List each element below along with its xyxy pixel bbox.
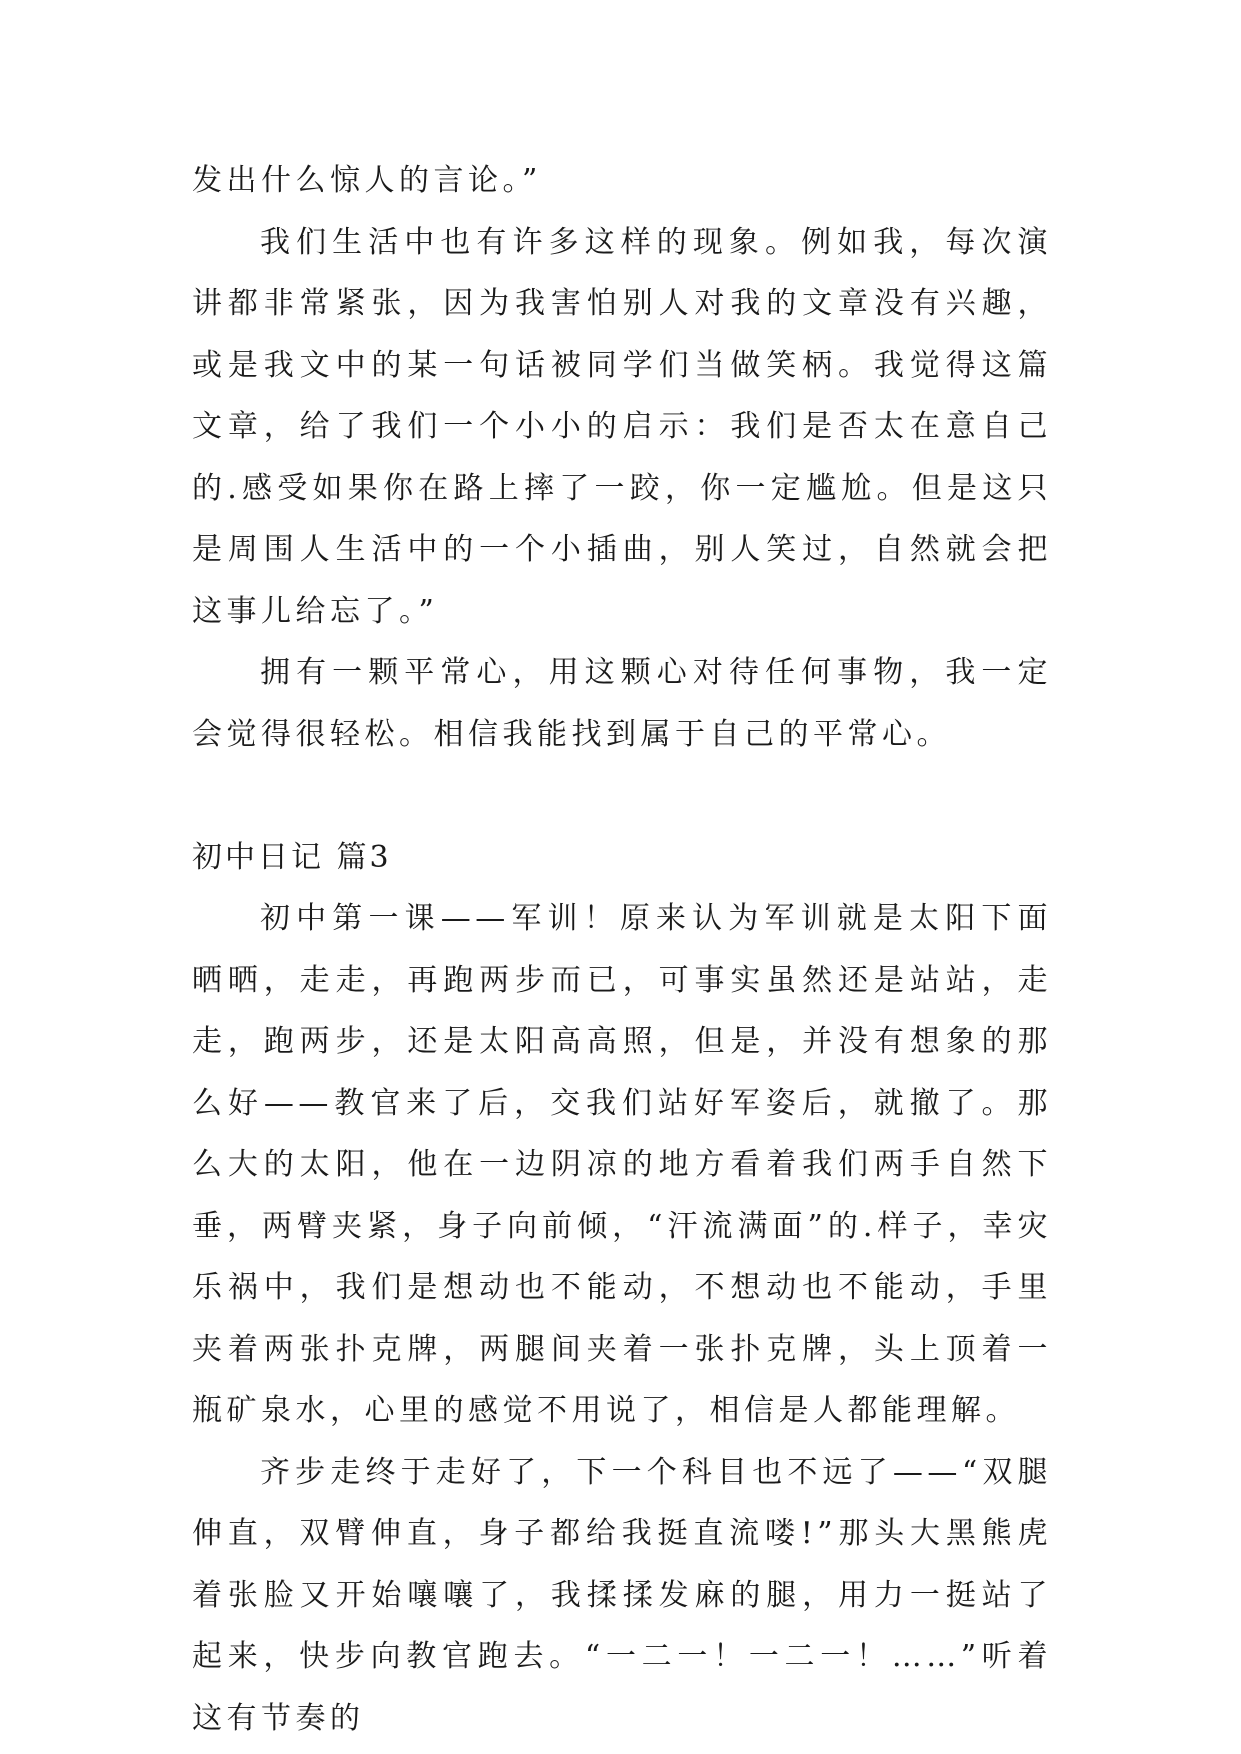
paragraph-calm-heart: 拥有一颗平常心，用这颗心对待任何事物，我一定会觉得很轻松。相信我能找到属于自己的平常心。 xyxy=(192,655,1052,752)
paragraph-speech-example: 我们生活中也有许多这样的现象。例如我，每次演讲都非常紧张，因为我害怕别人对我的文章没有兴趣，或是我文中的某一句话被同学们当做笑柄。我觉得这篇文章，给了我们一个小小的启示：我们是否太在意自己的.感受如果你在路上摔了一跤，你一定尴尬。但是这只是周围人生活中的一个小插曲，别人笑过，自然就会把这事儿给忘了。” xyxy=(192,224,1052,629)
paragraph-marching: 齐步走终于走好了，下一个科目也不远了——“双腿伸直，双臂伸直，身子都给我挺直流喽!”那头大黑熊虎着张脸又开始嚷嚷了，我揉揉发麻的腿，用力一挺站了起来，快步向教官跑去。“一二一！一二一！……”听着这有节奏的 xyxy=(192,1454,1052,1736)
section-gap xyxy=(192,765,1052,827)
document-body xyxy=(192,150,1052,1749)
paragraph-military-training: 初中第一课——军训！原来认为军训就是太阳下面晒晒，走走，再跑两步而已，可事实虽然还是站站，走走，跑两步，还是太阳高高照，但是，并没有想象的那么好——教官来了后，交我们站好军姿后，就撤了。那么大的太阳，他在一边阴凉的地方看着我们两手自然下垂，两臂夹紧，身子向前倾，“汗流满面”的.样子，幸灾乐祸中，我们是想动也不能动，不想动也不能动，手里夹着两张扑克牌，两腿间夹着一张扑克牌，头上顶着一瓶矿泉水，心里的感觉不用说了，相信是人都能理解。 xyxy=(192,901,1052,1428)
section-heading: 初中日记 篇3 xyxy=(192,839,392,875)
paragraph-continuation: 发出什么惊人的言论。” xyxy=(192,163,542,198)
